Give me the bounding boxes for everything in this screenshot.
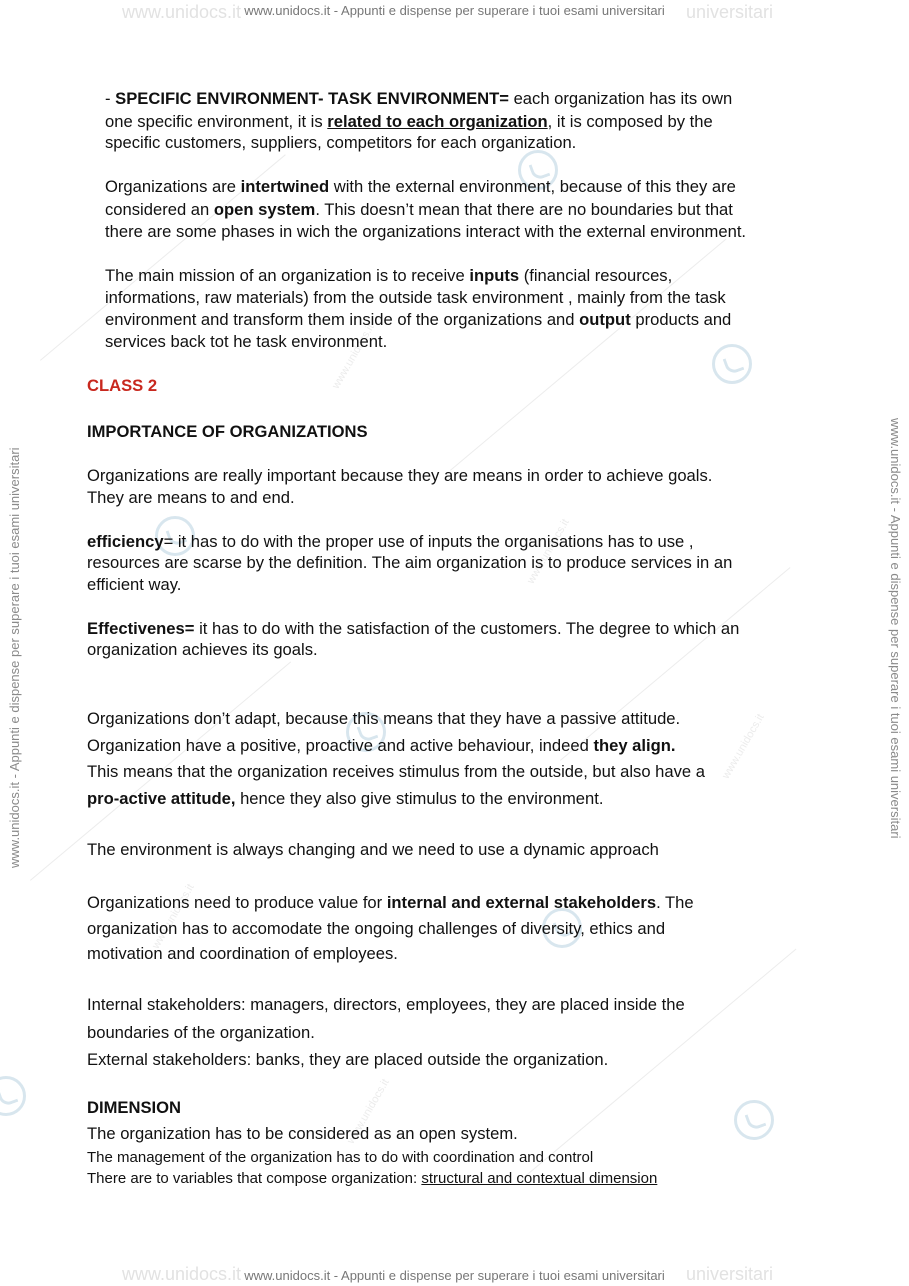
watermark-url: www.unidocs.it — [720, 711, 767, 781]
text-line: External stakeholders: banks, they are placed outside the organization. — [87, 1050, 609, 1069]
watermark-footer — [0, 1264, 909, 1284]
text-line: resources are scarse by the definition. The aim organization is to produce services in an — [87, 553, 733, 572]
class-heading: CLASS 2 — [87, 376, 158, 395]
text-line: efficient way. — [87, 575, 182, 594]
text-line: The organization has to be considered as an open system. — [87, 1124, 518, 1143]
text-line: one specific environment, it is related to each organization, it is composed by the — [105, 112, 713, 131]
text-line: Organizations need to produce value for internal and external stakeholders. The — [87, 893, 694, 912]
bold-term: Effectivenes= — [87, 619, 195, 638]
text-line: Organization have a positive, proactive and active behaviour, indeed they align. — [87, 736, 676, 755]
underlined-term: structural and contextual dimension — [421, 1170, 658, 1187]
text-line: There are to variables that compose organization: structural and contextual dimension — [87, 1170, 658, 1187]
text-line: They are means to and end. — [87, 488, 295, 507]
text-line: there are some phases in wich the organizations interact with the external environment. — [105, 222, 747, 241]
text-line: organization achieves its goals. — [87, 640, 318, 659]
text-line: Effectivenes= it has to do with the satisfaction of the customers. The degree to which an — [87, 619, 740, 638]
watermark-right-side: www.unidocs.it - Appunti e dispense per superare i tuoi esami universitari — [888, 418, 903, 839]
bold-term: open system — [213, 200, 316, 219]
text-line: Organizations don’t adapt, because this means that they have a passive attitude. — [87, 709, 681, 728]
watermark-faint-left: www.unidocs.it — [122, 1264, 242, 1284]
text-line: boundaries of the organization. — [87, 1023, 315, 1042]
text-line: efficiency= it has to do with the proper use of inputs the organisations has to use , — [87, 532, 694, 551]
text-line: The management of the organization has to do with coordination and control — [87, 1149, 594, 1166]
bold-term: output — [579, 310, 631, 329]
watermark-url: www.unidocs.it — [525, 516, 572, 586]
text-line: services back tot he task environment. — [105, 332, 388, 351]
underlined-term: related to each organization — [327, 112, 548, 131]
watermark-header — [0, 2, 909, 22]
text-line: pro-active attitude, hence they also give stimulus to the environment. — [87, 789, 604, 808]
text-line: informations, raw materials) from the outside task environment , mainly from the task — [105, 288, 726, 307]
text-line: - SPECIFIC ENVIRONMENT- TASK ENVIRONMENT= each organization has its own — [105, 89, 733, 108]
text-line: Internal stakeholders: managers, directors, employees, they are placed inside the — [87, 995, 685, 1014]
text-line: specific customers, suppliers, competitors for each organization. — [105, 133, 577, 152]
bold-term: pro-active attitude, — [87, 789, 236, 808]
watermark-left-side: www.unidocs.it - Appunti e dispense per superare i tuoi esami universitari — [7, 447, 22, 868]
unidocs-logo-icon — [712, 344, 752, 384]
watermark-url: www.unidocs.it — [150, 881, 197, 951]
text-line: environment and transform them inside of the organizations and output products and — [105, 310, 732, 329]
section-heading: DIMENSION — [87, 1098, 182, 1117]
unidocs-logo-icon — [0, 1076, 26, 1116]
text-line: The main mission of an organization is to receive inputs (financial resources, — [105, 266, 673, 285]
watermark-faint-left: www.unidocs.it — [122, 2, 242, 22]
bold-term: inputs — [469, 266, 520, 285]
watermark-faint-right: universitari — [686, 2, 774, 22]
text-line: The environment is always changing and we need to use a dynamic approach — [87, 840, 659, 859]
unidocs-logo-icon — [734, 1100, 774, 1140]
bold-term: intertwined — [240, 177, 330, 196]
bold-term: internal and external stakeholders — [386, 893, 657, 912]
text-line: organization has to accomodate the ongoing challenges of diversity, ethics and — [87, 919, 666, 938]
watermark-url: www.unidocs.it — [345, 1076, 392, 1146]
watermark-url: www.unidocs.it — [330, 321, 377, 391]
bold-term: SPECIFIC ENVIRONMENT- TASK ENVIRONMENT= — [115, 89, 509, 108]
section-heading: IMPORTANCE OF ORGANIZATIONS — [87, 422, 368, 441]
text-line: This means that the organization receives stimulus from the outside, but also have a — [87, 762, 705, 781]
watermark-header-text: www.unidocs.it - Appunti e dispense per superare i tuoi esami universitari — [244, 3, 665, 18]
bold-term: they align. — [593, 736, 676, 755]
text-line: motivation and coordination of employees. — [87, 944, 398, 963]
watermark-footer-text: www.unidocs.it - Appunti e dispense per superare i tuoi esami universitari — [244, 1268, 665, 1283]
bold-term: efficiency — [87, 532, 164, 551]
text-line: Organizations are intertwined with the external environment, because of this they are — [105, 177, 736, 196]
text-line: considered an open system. This doesn’t mean that there are no boundaries but that — [105, 200, 733, 219]
text-line: Organizations are really important because they are means in order to achieve goals. — [87, 466, 713, 485]
watermark-faint-right: universitari — [686, 1264, 774, 1284]
